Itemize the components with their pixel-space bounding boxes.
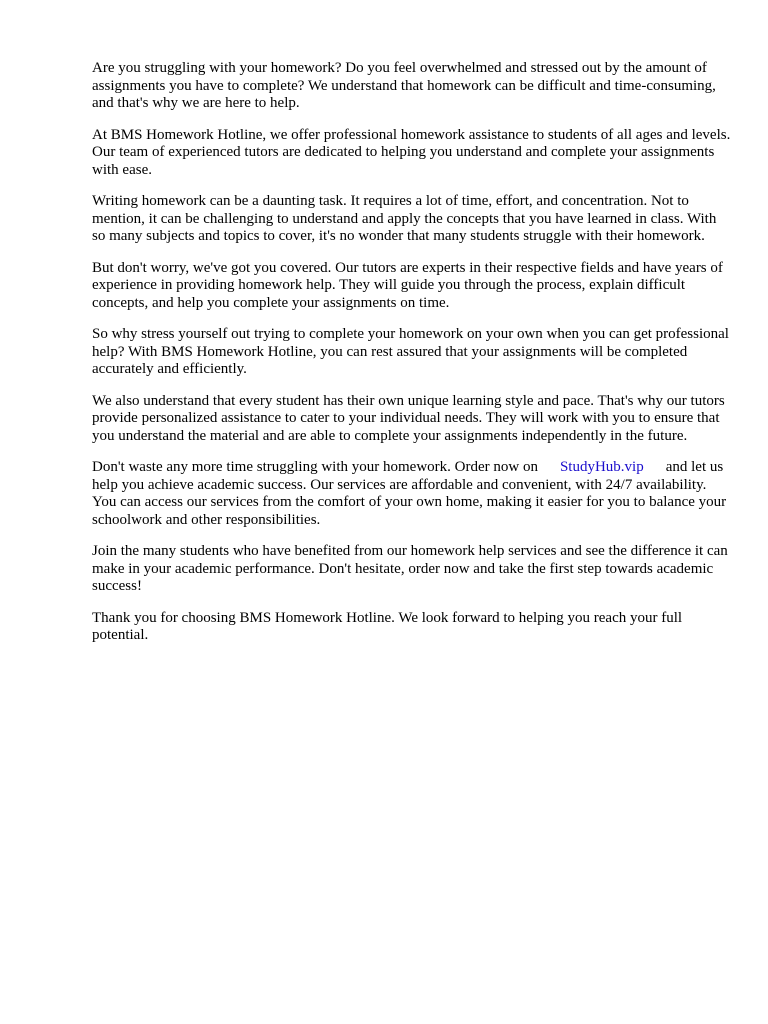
- order-text-after: and let us help you achieve academic success. Our services are affordable and convenient, with 24/7 availability. You can access our services from the comfort of your own home, making it easier for you to balance your schoolwork and other responsibilities.: [92, 459, 727, 528]
- order-text-before: Don't waste any more time struggling with your homework. Order now on: [92, 459, 538, 475]
- paragraph-professional-help: So why stress yourself out trying to complete your homework on your own when you can get professional help? With BMS Homework Hotline, you can rest assured that your assignments will be completed accurately and efficiently.: [92, 326, 729, 377]
- paragraph-order: [92, 459, 732, 529]
- document-body: [92, 60, 732, 659]
- paragraph-challenge: Writing homework can be a daunting task. It requires a lot of time, effort, and concentration. Not to mention, it can be challenging to understand and apply the concepts that you have learned in class. With so many subjects and topics to cover, it's no wonder that many students struggle with their homework.: [92, 193, 717, 244]
- paragraph-intro: Are you struggling with your homework? Do you feel overwhelmed and stressed out by the amount of assignments you have to complete? We understand that homework can be difficult and time-consuming, and that's why we are here to help.: [92, 60, 716, 111]
- paragraph-join: Join the many students who have benefited from our homework help services and see the difference it can make in your academic performance. Don't hesitate, order now and take the first step towards academic success!: [92, 543, 728, 594]
- paragraph-personalized: We also understand that every student has their own unique learning style and pace. That's why our tutors provide personalized assistance to cater to your individual needs. They will work with you to ensure that you understand the material and are able to complete your assignments independently in the future.: [92, 392, 725, 444]
- paragraph-tutors: But don't worry, we've got you covered. Our tutors are experts in their respective fields and have years of experience in providing homework help. They will guide you through the process, explain difficult concepts, and help you complete your assignments on time.: [92, 259, 723, 311]
- studyhub-link[interactable]: StudyHub.vip: [559, 459, 644, 475]
- paragraph-about: At BMS Homework Hotline, we offer professional homework assistance to students of all ages and levels. Our team of experienced tutors are dedicated to helping you understand and complete your assignments with ease.: [92, 126, 731, 178]
- paragraph-thanks: Thank you for choosing BMS Homework Hotline. We look forward to helping you reach your full potential.: [92, 609, 683, 643]
